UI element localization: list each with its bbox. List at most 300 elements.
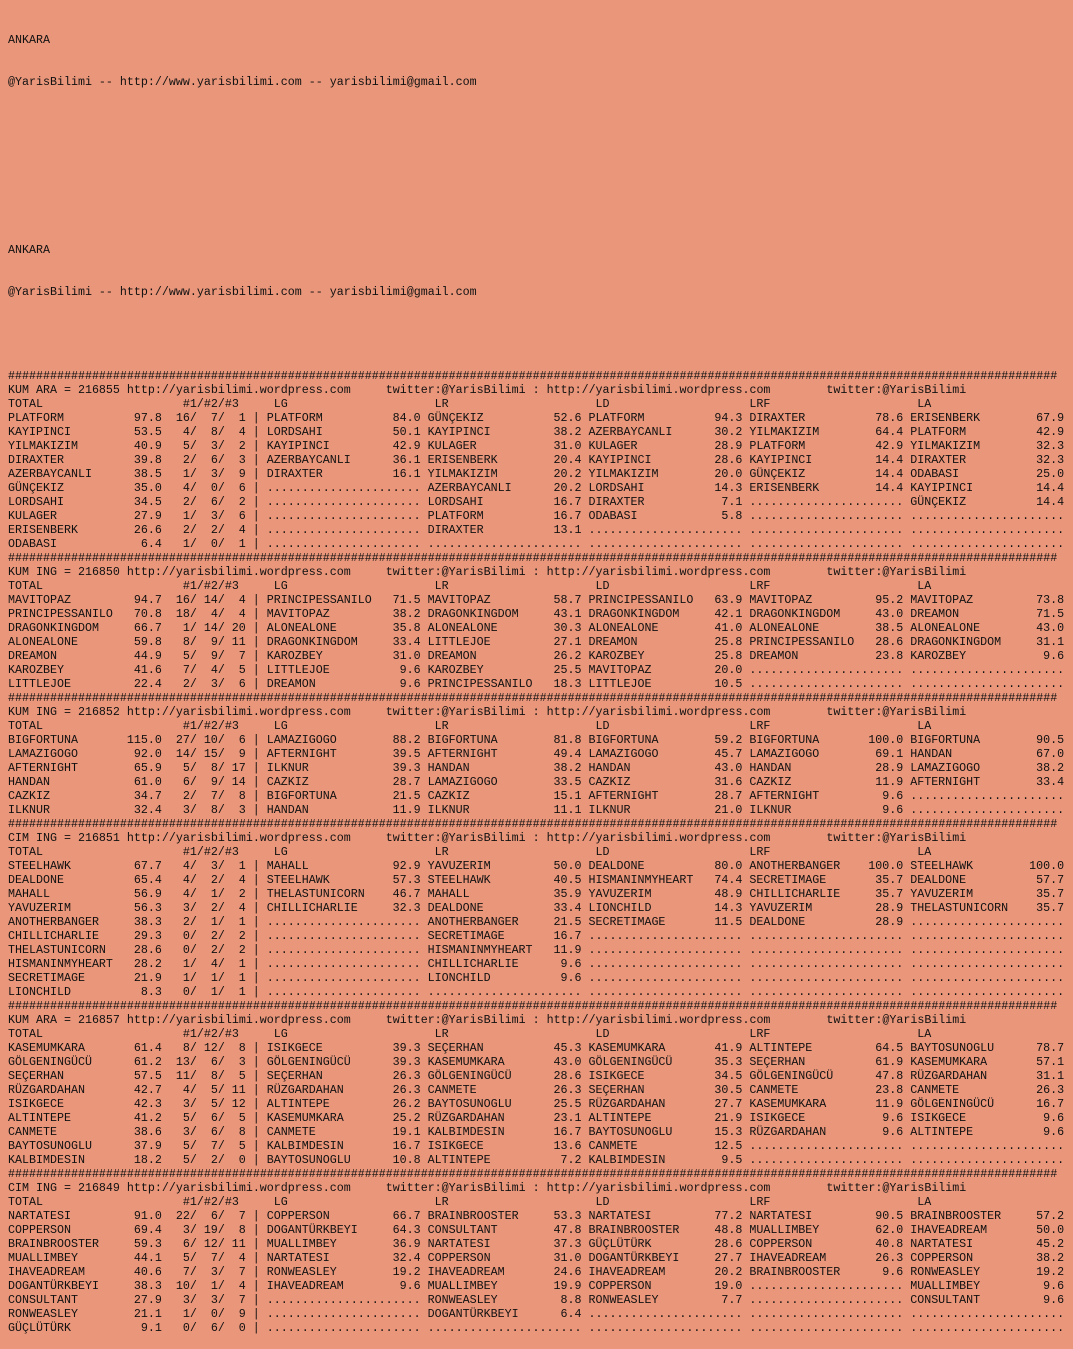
rank-separator: /: [189, 537, 197, 551]
lane-score: 95.2: [875, 593, 904, 607]
lane-score: 78.7: [1036, 1041, 1065, 1055]
lane-cell-empty: ......................: [910, 985, 1065, 999]
rank-second-count: 10: [203, 733, 218, 747]
lane-cell-lr: [428, 761, 582, 775]
lane-cell-lrf: [749, 453, 903, 467]
total-score: 42.3: [133, 1097, 162, 1111]
lane-score: 16.1: [392, 467, 421, 481]
rank-separator: /: [217, 1293, 225, 1307]
lane-cell-ld: [588, 1209, 742, 1223]
total-score: 38.5: [133, 467, 162, 481]
lane-cell-lg: [267, 635, 421, 649]
lane-horse-name: YAVUZERIM: [427, 859, 491, 873]
total-score: 65.9: [133, 761, 162, 775]
lane-horse-name: MAVITOPAZ: [266, 607, 330, 621]
lane-cell-la: [910, 453, 1064, 467]
rank-separator: /: [189, 509, 197, 523]
lane-score: 64.4: [875, 425, 904, 439]
lane-cell-empty: ......................: [749, 1139, 904, 1153]
horse-name: KASEMUMKARA: [8, 1041, 85, 1055]
table-row: [8, 901, 1073, 915]
rank-separator: /: [217, 1321, 225, 1335]
lane-cell-empty: ......................: [266, 929, 421, 943]
rank-second-count: 3: [210, 859, 218, 873]
lane-score: 21.5: [553, 915, 582, 929]
lane-horse-name: KAYIPINCI: [588, 453, 652, 467]
rank-separator: /: [217, 635, 225, 649]
rank-separator: /: [189, 873, 197, 887]
lane-cell-lg: [267, 1265, 421, 1279]
table-row: [8, 1237, 1073, 1251]
lane-cell-lrf: [749, 803, 903, 817]
lane-score: 20.2: [553, 467, 582, 481]
table-row: [8, 1055, 1073, 1069]
lane-cell-empty: ......................: [749, 1293, 904, 1307]
total-score: 40.6: [133, 1265, 162, 1279]
lane-cell-empty: ......................: [266, 943, 421, 957]
rank-first-count: 0: [182, 985, 190, 999]
lane-horse-name: DEALDONE: [588, 859, 645, 873]
rank-first-count: 5: [182, 649, 190, 663]
lane-cell-ld: [588, 607, 742, 621]
lane-cell-lg: [267, 1083, 421, 1097]
lane-horse-name: KAROZBEY: [588, 649, 645, 663]
lane-horse-name: ALONEALONE: [588, 621, 659, 635]
lane-cell-empty: ......................: [910, 915, 1065, 929]
rank-third-count: 1: [238, 985, 246, 999]
rank-third-count: 17: [231, 761, 246, 775]
horse-name: MAVITOPAZ: [8, 593, 71, 607]
lane-cell-lrf: [749, 1111, 903, 1125]
lane-cell-empty: ......................: [266, 971, 421, 985]
lane-cell-lrf: [749, 761, 903, 775]
lane-cell-lr: [428, 593, 582, 607]
rank-separator: /: [189, 859, 197, 873]
rank-third-count: 4: [238, 523, 246, 537]
lane-cell-lr: [428, 1097, 582, 1111]
lane-score: 9.6: [1043, 649, 1065, 663]
horse-name: LITTLEJOE: [8, 677, 71, 691]
lane-horse-name: SEÇERHAN: [749, 1055, 806, 1069]
lane-score: 9.6: [560, 971, 582, 985]
table-row: [8, 523, 1073, 537]
rank-separator: /: [217, 985, 225, 999]
column-header-ld: LD: [595, 719, 610, 733]
lane-cell-ld: [588, 467, 742, 481]
rank-third-count: 2: [238, 929, 246, 943]
lane-horse-name: HANDAN: [427, 761, 470, 775]
column-header-total: TOTAL: [8, 1195, 43, 1209]
lane-cell-ld: [588, 733, 742, 747]
lane-cell-lr: [428, 971, 582, 985]
lane-cell-lr: [428, 957, 582, 971]
lane-cell-empty: ......................: [910, 1139, 1065, 1153]
lane-cell-empty: ......................: [910, 663, 1065, 677]
horse-name: GÜNÇEKIZ: [8, 481, 64, 495]
lane-cell-lr: [428, 1139, 582, 1153]
rank-separator: /: [189, 957, 197, 971]
rank-first-count: 2: [182, 495, 190, 509]
lane-horse-name: ERISENBERK: [427, 453, 498, 467]
column-separator: |: [252, 1139, 260, 1153]
column-header-ranks: #1/#2/#3: [182, 845, 239, 859]
rank-separator: /: [189, 411, 197, 425]
lane-horse-name: ISIKGECE: [266, 1041, 323, 1055]
rank-second-count: 1: [210, 971, 218, 985]
column-separator: |: [252, 1069, 260, 1083]
total-score: 8.3: [140, 985, 162, 999]
lane-cell-lr: [428, 873, 582, 887]
lane-score: 19.9: [553, 1279, 582, 1293]
lane-score: 7.7: [721, 1293, 743, 1307]
lane-cell-ld: [588, 1083, 742, 1097]
lane-cell-lrf: [749, 873, 903, 887]
twitter-handle: twitter:@YarisBilimi: [385, 1181, 526, 1195]
rank-third-count: 11: [231, 1237, 246, 1251]
lane-horse-name: BRAINBROOSTER: [427, 1209, 519, 1223]
lane-horse-name: RÜZGARDAHAN: [749, 1125, 827, 1139]
lane-cell-lr: [428, 495, 582, 509]
rank-separator: /: [189, 495, 197, 509]
lane-cell-empty: ......................: [749, 509, 904, 523]
lane-horse-name: LAMAZIGOGO: [749, 747, 820, 761]
lane-cell-la: [910, 775, 1064, 789]
lane-score: 62.0: [875, 1223, 904, 1237]
lane-cell-lrf: [749, 635, 903, 649]
table-row: [8, 859, 1073, 873]
lane-score: 26.3: [553, 1083, 582, 1097]
rank-first-count: 27: [175, 733, 190, 747]
table-row: [8, 1251, 1073, 1265]
site-url: http://yarisbilimi.wordpress.com: [546, 831, 771, 845]
rank-separator: /: [189, 901, 197, 915]
lane-horse-name: DRAGONKINGDOM: [266, 635, 358, 649]
rank-separator: /: [189, 635, 197, 649]
total-score: 42.7: [133, 1083, 162, 1097]
lane-horse-name: ISIKGECE: [427, 1139, 484, 1153]
lane-score: 35.8: [392, 621, 421, 635]
lane-cell-la: [910, 481, 1064, 495]
lane-cell-empty: ......................: [588, 971, 743, 985]
header-contact: @YarisBilimi -- http://www.yarisbilimi.com -- yarisbilimi@gmail.com: [8, 285, 477, 299]
total-score: 21.1: [133, 1307, 162, 1321]
rank-third-count: 3: [238, 803, 246, 817]
rank-separator: /: [189, 1251, 197, 1265]
lane-cell-empty: ......................: [910, 943, 1065, 957]
total-score: 65.4: [133, 873, 162, 887]
lane-horse-name: AFTERNIGHT: [910, 775, 981, 789]
lane-horse-name: MAHALL: [427, 887, 470, 901]
column-header-ranks: #1/#2/#3: [182, 719, 239, 733]
column-separator: |: [252, 677, 260, 691]
lane-cell-lg: [267, 1251, 421, 1265]
lane-horse-name: KALBIMDESIN: [427, 1125, 505, 1139]
rank-first-count: 22: [175, 1209, 190, 1223]
race-section: [8, 551, 1073, 691]
lane-score: 13.1: [553, 523, 582, 537]
site-url: http://yarisbilimi.wordpress.com: [126, 565, 351, 579]
lane-score: 16.7: [553, 509, 582, 523]
rank-third-count: 0: [238, 1153, 246, 1167]
column-header-la: LA: [917, 1027, 932, 1041]
lane-cell-lrf: [749, 1083, 903, 1097]
lane-score: 10.5: [714, 677, 743, 691]
column-header-la: LA: [917, 397, 932, 411]
rank-third-count: 0: [238, 1321, 246, 1335]
horse-name: BIGFORTUNA: [8, 733, 78, 747]
lane-score: 5.8: [721, 509, 743, 523]
rank-separator: /: [217, 1097, 225, 1111]
lane-horse-name: GÖLGENINGÜCÜ: [588, 1055, 673, 1069]
horse-name: ISIKGECE: [8, 1097, 64, 1111]
lane-cell-empty: ......................: [749, 1321, 904, 1335]
rank-third-count: 5: [238, 1139, 246, 1153]
rank-third-count: 5: [238, 663, 246, 677]
lane-score: 41.0: [714, 621, 743, 635]
lane-cell-lrf: [749, 915, 903, 929]
lane-horse-name: STEELHAWK: [910, 859, 974, 873]
column-separator: |: [252, 1153, 260, 1167]
horse-name: ODABASI: [8, 537, 57, 551]
total-score: 27.9: [133, 509, 162, 523]
total-score: 91.0: [133, 1209, 162, 1223]
lane-horse-name: IHAVEADREAM: [749, 1251, 827, 1265]
lane-horse-name: YAVUZERIM: [588, 887, 652, 901]
lane-cell-la: [910, 1097, 1064, 1111]
lane-cell-lr: [428, 523, 582, 537]
rank-separator: /: [189, 663, 197, 677]
total-score: 6.4: [140, 537, 162, 551]
lane-horse-name: HANDAN: [749, 761, 792, 775]
lane-cell-lg: [267, 467, 421, 481]
lane-score: 57.7: [1036, 873, 1065, 887]
lane-score: 25.5: [553, 663, 582, 677]
lane-horse-name: BIGFORTUNA: [427, 733, 498, 747]
rank-third-count: 11: [231, 1083, 246, 1097]
lane-score: 38.2: [553, 761, 582, 775]
rank-second-count: 1: [210, 1279, 218, 1293]
lane-score: 20.4: [553, 453, 582, 467]
lane-cell-la: [910, 1265, 1064, 1279]
lane-score: 31.0: [553, 439, 582, 453]
lane-score: 30.2: [714, 425, 743, 439]
lane-horse-name: DEALDONE: [910, 873, 967, 887]
lane-score: 78.6: [875, 411, 904, 425]
section-title-line: [8, 1181, 1073, 1195]
rank-second-count: 2: [210, 1153, 218, 1167]
lane-cell-ld: [588, 1251, 742, 1265]
table-row: [8, 439, 1073, 453]
lane-horse-name: ODABASI: [910, 467, 960, 481]
rank-third-count: 4: [238, 1251, 246, 1265]
rank-second-count: 7: [210, 1251, 218, 1265]
lane-cell-ld: [588, 425, 742, 439]
column-header-ranks: #1/#2/#3: [182, 1195, 239, 1209]
column-separator: |: [252, 523, 260, 537]
rank-third-count: 7: [238, 1209, 246, 1223]
lane-cell-lr: [428, 943, 582, 957]
lane-score: 45.2: [1036, 1237, 1065, 1251]
total-score: 28.2: [133, 957, 162, 971]
lane-score: 35.7: [1036, 887, 1065, 901]
lane-horse-name: BAYTOSUNOGLU: [427, 1097, 512, 1111]
lane-horse-name: DREAMON: [588, 635, 638, 649]
lane-horse-name: BRAINBROOSTER: [749, 1265, 841, 1279]
lane-horse-name: AZERBAYCANLI: [588, 425, 673, 439]
lane-score: 9.6: [399, 1279, 421, 1293]
lane-horse-name: DRAGONKINGDOM: [588, 607, 680, 621]
rank-first-count: 0: [182, 929, 190, 943]
rank-first-count: 1: [182, 537, 190, 551]
twitter-handle: twitter:@YarisBilimi: [826, 383, 967, 397]
lane-cell-lr: [428, 1083, 582, 1097]
rank-separator: /: [189, 1055, 197, 1069]
rank-second-count: 4: [210, 663, 218, 677]
lane-cell-lg: [267, 425, 421, 439]
lane-cell-ld: [588, 635, 742, 649]
lane-horse-name: GÜNÇEKIZ: [749, 467, 806, 481]
lane-cell-la: [910, 1279, 1064, 1293]
rank-second-count: 8: [210, 803, 218, 817]
rank-separator: /: [217, 411, 225, 425]
lane-cell-ld: [588, 1125, 742, 1139]
table-row: [8, 425, 1073, 439]
lane-horse-name: CAZKIZ: [427, 789, 470, 803]
column-header-lrf: LRF: [749, 397, 771, 411]
table-row: [8, 467, 1073, 481]
column-header-lg: LG: [273, 579, 288, 593]
section-title-line: [8, 831, 1073, 845]
lane-score: 39.5: [392, 747, 421, 761]
site-url: http://yarisbilimi.wordpress.com: [126, 705, 351, 719]
rank-first-count: 18: [175, 607, 190, 621]
lane-score: 9.6: [882, 1265, 904, 1279]
lane-horse-name: PRINCIPESSANILO: [749, 635, 855, 649]
column-header-lr: LR: [434, 719, 449, 733]
rank-separator: /: [189, 803, 197, 817]
rank-separator: /: [189, 1209, 197, 1223]
rank-third-count: 2: [238, 943, 246, 957]
lane-score: 57.1: [1036, 1055, 1065, 1069]
lane-cell-lr: [428, 1265, 582, 1279]
lane-cell-la: [910, 733, 1064, 747]
lane-cell-empty: ......................: [749, 985, 904, 999]
table-row: [8, 929, 1073, 943]
lane-cell-lg: [267, 761, 421, 775]
lane-horse-name: AFTERNIGHT: [588, 789, 659, 803]
rank-third-count: 14: [231, 775, 246, 789]
lane-score: 53.3: [553, 1209, 582, 1223]
rank-first-count: 4: [182, 859, 190, 873]
lane-cell-la: [910, 593, 1064, 607]
lane-score: 33.5: [553, 775, 582, 789]
lane-score: 35.7: [875, 873, 904, 887]
column-separator: |: [252, 929, 260, 943]
rank-separator: /: [217, 1069, 225, 1083]
lane-cell-lr: [428, 803, 582, 817]
lane-horse-name: LIONCHILD: [588, 901, 652, 915]
horse-name: BAYTOSUNOGLU: [8, 1139, 92, 1153]
horse-name: ANOTHERBANGER: [8, 915, 99, 929]
lane-score: 57.2: [1036, 1209, 1065, 1223]
lane-cell-la: [910, 411, 1064, 425]
lane-score: 45.7: [714, 747, 743, 761]
horse-name: LIONCHILD: [8, 985, 71, 999]
horse-name: DRAGONKINGDOM: [8, 621, 99, 635]
lane-cell-la: [910, 1083, 1064, 1097]
lane-cell-ld: [588, 859, 742, 873]
lane-horse-name: CONSULTANT: [427, 1223, 498, 1237]
rank-separator: /: [217, 803, 225, 817]
column-separator: |: [252, 1307, 260, 1321]
lane-horse-name: PLATFORM: [910, 425, 967, 439]
lane-horse-name: DOGANTÜRKBEYI: [427, 1307, 519, 1321]
lane-cell-lr: [428, 1111, 582, 1125]
column-header-ld: LD: [595, 397, 610, 411]
lane-score: 34.5: [714, 1069, 743, 1083]
rank-separator: /: [217, 1251, 225, 1265]
lane-horse-name: NARTATESI: [266, 1251, 330, 1265]
lane-cell-empty: ......................: [266, 537, 421, 551]
column-separator: |: [252, 943, 260, 957]
lane-cell-la: [910, 761, 1064, 775]
lane-score: 26.3: [1036, 1083, 1065, 1097]
column-header-ranks: #1/#2/#3: [182, 579, 239, 593]
lane-horse-name: BIGFORTUNA: [588, 733, 659, 747]
total-score: 32.4: [133, 803, 162, 817]
column-separator: |: [252, 915, 260, 929]
lane-horse-name: RONWEASLEY: [910, 1265, 981, 1279]
column-separator: |: [252, 537, 260, 551]
lane-cell-lg: [267, 677, 421, 691]
lane-horse-name: LAMAZIGOGO: [266, 733, 337, 747]
rank-first-count: 5: [182, 1139, 190, 1153]
column-header-la: LA: [917, 719, 932, 733]
lane-score: 48.8: [714, 1223, 743, 1237]
rank-separator: /: [217, 481, 225, 495]
lane-cell-lr: [428, 677, 582, 691]
rank-separator: /: [217, 761, 225, 775]
lane-score: 38.2: [553, 425, 582, 439]
lane-horse-name: NARTATESI: [588, 1209, 652, 1223]
lane-cell-ld: [588, 1069, 742, 1083]
lane-horse-name: GÜNÇEKIZ: [910, 495, 967, 509]
column-separator: |: [252, 1293, 260, 1307]
lane-score: 43.0: [1036, 621, 1065, 635]
lane-score: 16.7: [553, 495, 582, 509]
rank-third-count: 2: [238, 887, 246, 901]
lane-horse-name: YILMAKIZIM: [427, 467, 498, 481]
lane-score: 90.5: [1036, 733, 1065, 747]
lane-cell-lrf: [749, 887, 903, 901]
lane-cell-lg: [267, 1097, 421, 1111]
rank-separator: /: [217, 859, 225, 873]
lane-horse-name: RÜZGARDAHAN: [910, 1069, 988, 1083]
lane-cell-lrf: [749, 1069, 903, 1083]
site-url: http://yarisbilimi.wordpress.com: [546, 565, 771, 579]
lane-score: 19.2: [392, 1265, 421, 1279]
lane-cell-lr: [428, 509, 582, 523]
rank-separator: /: [217, 1111, 225, 1125]
lane-score: 19.1: [392, 1125, 421, 1139]
lane-score: 48.9: [714, 887, 743, 901]
rank-separator: /: [217, 537, 225, 551]
column-header-row: [8, 1027, 1073, 1041]
rank-separator: /: [217, 1279, 225, 1293]
rank-first-count: 4: [182, 873, 190, 887]
horse-name: AZERBAYCANLI: [8, 467, 92, 481]
lane-score: 21.9: [714, 1111, 743, 1125]
